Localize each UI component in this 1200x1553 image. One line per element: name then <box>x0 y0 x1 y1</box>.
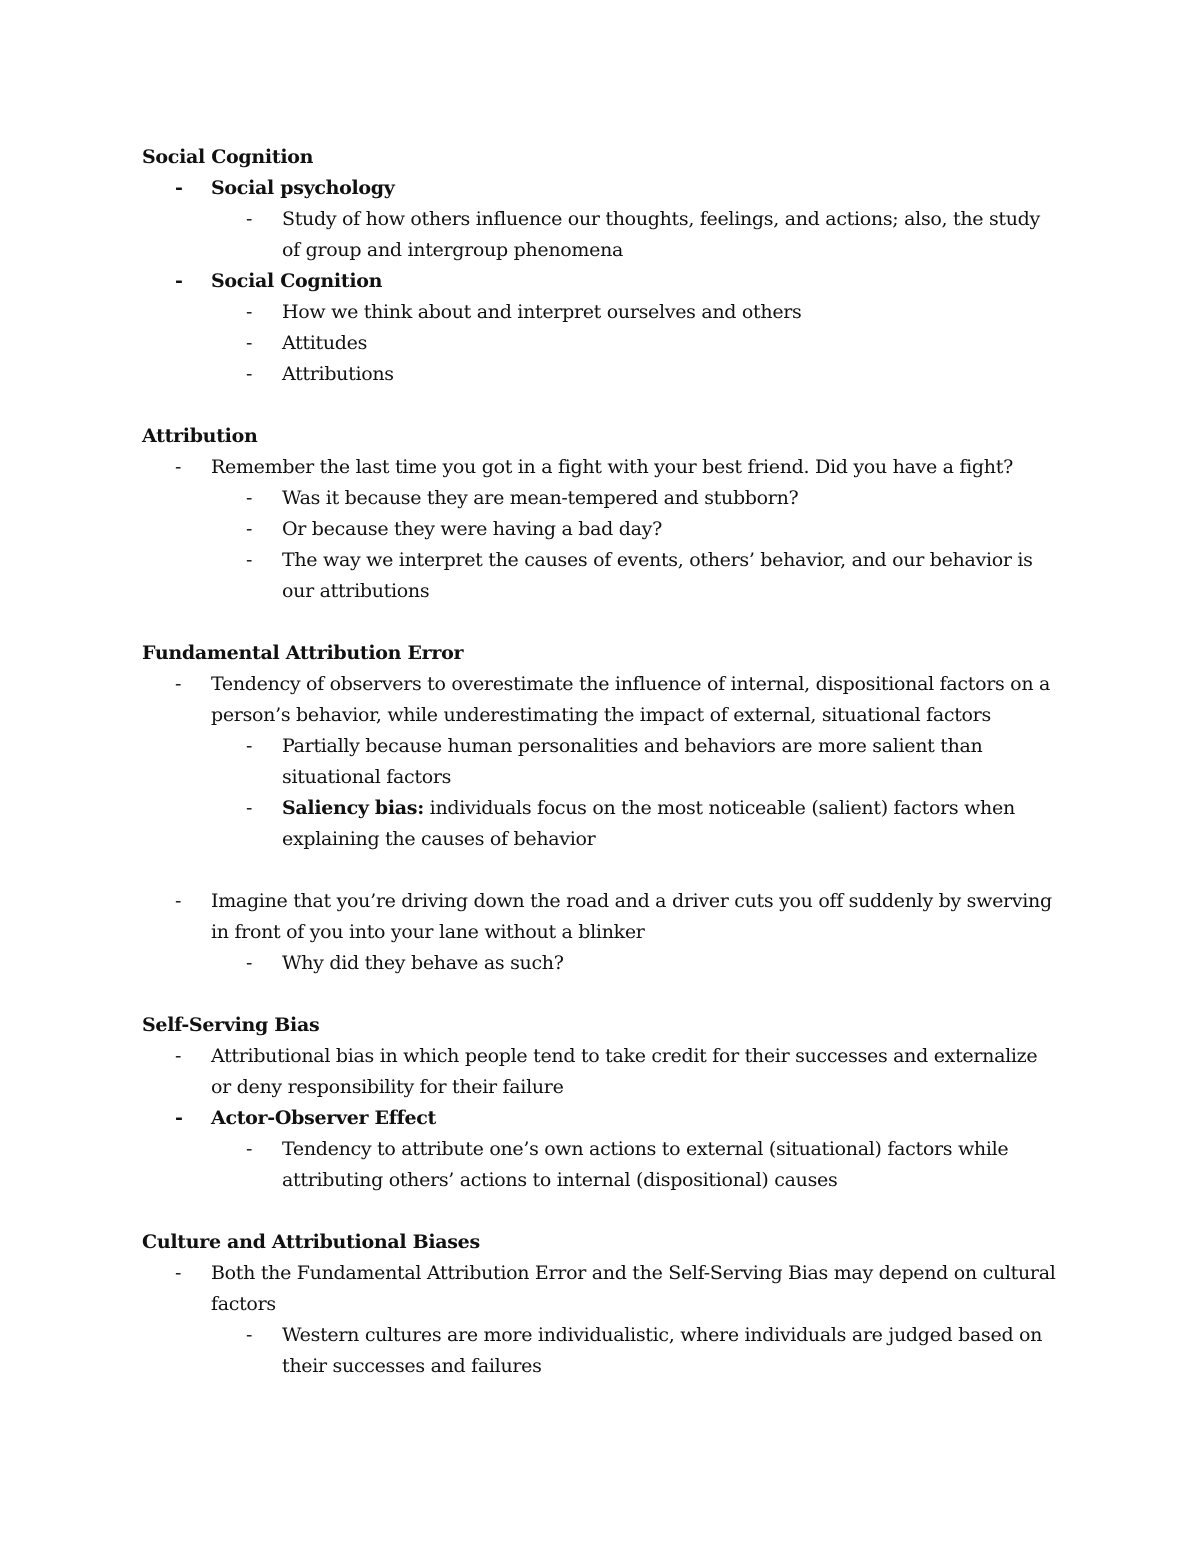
item-text: Tendency to attribute one’s own actions to external (situational) factors while attributing others’ actions to internal (dispositional) causes <box>282 1138 1009 1191</box>
item-text: Attributional bias in which people tend to take credit for their successes and externalize or deny responsibility for their failure <box>211 1045 1038 1098</box>
section-heading: Social Cognition <box>142 146 314 168</box>
list-item <box>175 669 1061 731</box>
bullet-dash: - <box>246 208 253 230</box>
list-item <box>246 1134 1052 1196</box>
bullet-dash: - <box>175 270 183 292</box>
item-text: Study of how others influence our thoughts, feelings, and actions; also, the study of group and intergroup phenomena <box>282 208 1040 261</box>
list-item <box>246 545 1052 607</box>
spacer <box>0 1196 1200 1227</box>
bullet-dash: - <box>246 518 253 540</box>
section-heading: Fundamental Attribution Error <box>142 642 464 664</box>
bullet-dash: - <box>175 673 182 695</box>
list-item <box>246 359 1052 390</box>
item-text: The way we interpret the causes of events, others’ behavior, and our behavior is our attributions <box>282 549 1033 602</box>
item-text: Partially because human personalities and behaviors are more salient than situational factors <box>282 735 983 788</box>
bullet-dash: - <box>246 1138 253 1160</box>
list-item <box>175 1103 1061 1134</box>
item-text: Social psychology <box>211 177 395 199</box>
item-text: Actor-Observer Effect <box>211 1107 437 1129</box>
item-text: Was it because they are mean-tempered and stubborn? <box>282 487 799 509</box>
bullet-dash: - <box>175 1262 182 1284</box>
item-text: individuals focus on the most noticeable (salient) factors when explaining the causes of behavior <box>282 797 1015 850</box>
bullet-dash: - <box>246 363 253 385</box>
list-item <box>246 328 1052 359</box>
item-text: Attitudes <box>282 332 368 354</box>
item-text: Both the Fundamental Attribution Error and the Self-Serving Bias may depend on cultural factors <box>211 1262 1056 1315</box>
bullet-dash: - <box>246 797 253 819</box>
spacer <box>0 607 1200 638</box>
bullet-dash: - <box>175 1045 182 1067</box>
document-page <box>0 142 1200 1382</box>
list-item <box>246 793 1052 855</box>
bullet-dash: - <box>175 456 182 478</box>
list-item <box>175 266 1061 297</box>
item-text: Western cultures are more individualistic, where individuals are judged based on their successes and failures <box>282 1324 1043 1377</box>
bullet-dash: - <box>246 952 253 974</box>
item-text: Imagine that you’re driving down the road and a driver cuts you off suddenly by swerving in front of you into your lane without a blinker <box>211 890 1052 943</box>
section-heading: Self-Serving Bias <box>142 1014 320 1036</box>
list-item <box>175 452 1061 483</box>
bullet-dash: - <box>246 332 253 354</box>
item-text: Why did they behave as such? <box>282 952 564 974</box>
item-text: Social Cognition <box>211 270 383 292</box>
list-item <box>246 1320 1052 1382</box>
bullet-dash: - <box>175 890 182 912</box>
list-item <box>175 1258 1061 1320</box>
section-heading: Culture and Attributional Biases <box>142 1231 480 1253</box>
list-item <box>246 483 1052 514</box>
item-text: Or because they were having a bad day? <box>282 518 662 540</box>
list-item <box>246 731 1052 793</box>
item-text: Remember the last time you got in a fight with your best friend. Did you have a fight? <box>211 456 1013 478</box>
list-item <box>246 514 1052 545</box>
spacer <box>0 979 1200 1010</box>
spacer <box>0 390 1200 421</box>
bullet-dash: - <box>246 735 253 757</box>
spacer <box>0 855 1200 886</box>
section-heading: Attribution <box>142 425 258 447</box>
list-item <box>246 204 1052 266</box>
bullet-dash: - <box>246 301 253 323</box>
bullet-dash: - <box>246 549 253 571</box>
list-item <box>175 1041 1061 1103</box>
list-item <box>175 886 1061 948</box>
list-item <box>246 948 1052 979</box>
bullet-dash: - <box>246 487 253 509</box>
bullet-dash: - <box>175 1107 183 1129</box>
bullet-dash: - <box>246 1324 253 1346</box>
list-item <box>246 297 1052 328</box>
list-item <box>175 173 1061 204</box>
item-text: Tendency of observers to overestimate the influence of internal, dispositional factors on a person’s behavior, while underestimating the impact of external, situational factors <box>211 673 1051 726</box>
bullet-dash: - <box>175 177 183 199</box>
term-label: Saliency bias: <box>282 797 424 819</box>
item-text: How we think about and interpret ourselves and others <box>282 301 802 323</box>
item-text: Attributions <box>282 363 394 385</box>
